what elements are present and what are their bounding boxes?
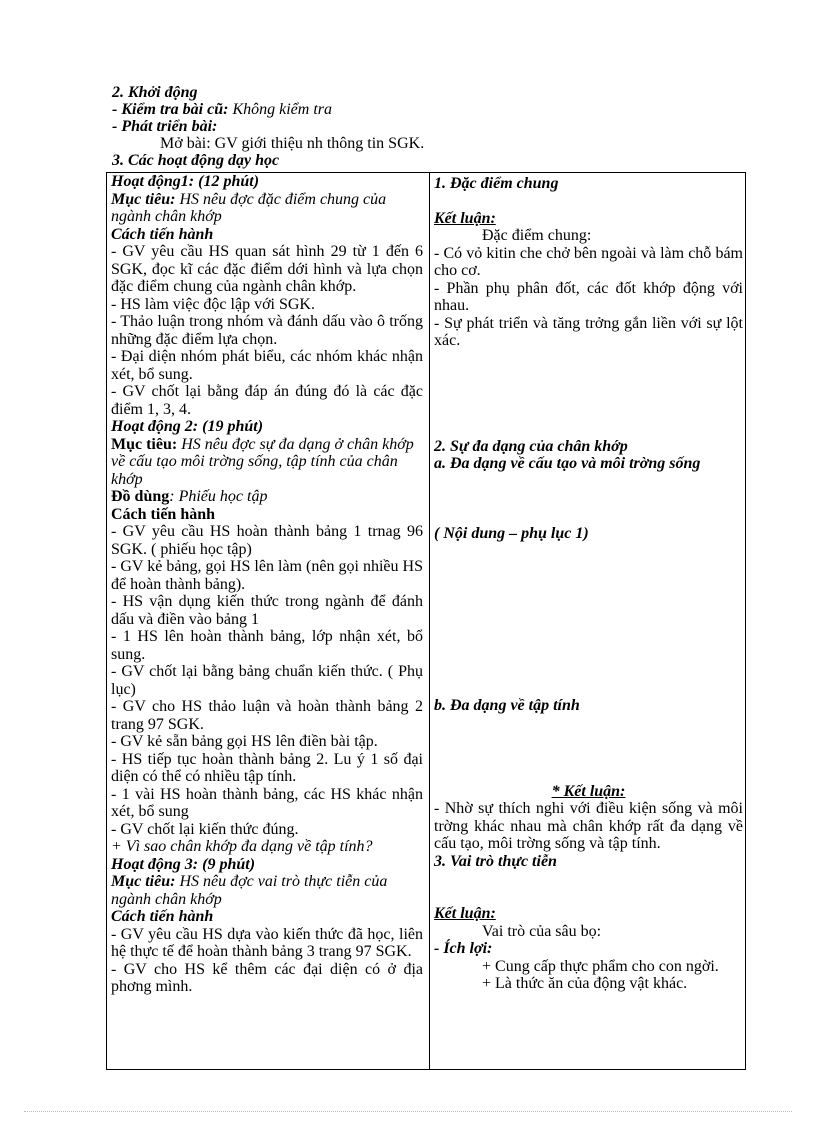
ket-luan-1: Kết luận: (434, 209, 496, 227)
page-bottom-dotted-rule (24, 1111, 792, 1112)
kiem-tra-value: Không kiểm tra (232, 101, 332, 118)
hd3-muc-tieu-label: Mục tiêu: (111, 873, 176, 890)
ich-loi-label: - Ích lợi: (434, 940, 493, 957)
cac-hoat-dong-heading: 3. Các hoạt động dạy học (112, 152, 280, 169)
section1-point: - Sự phát triển và tăng trởng gắn liền với sự lột xác. (434, 314, 743, 349)
hd2-step: - GV chốt lại bằng bảng chuẩn kiến thức. ( Phụ lục) (111, 663, 423, 698)
hd3-step: - GV yêu cầu HS dựa vào kiến thức đã học, liên hệ thực tế để hoàn thành bảng 3 trang 97 SGK. (111, 925, 423, 960)
column-divider (429, 173, 430, 1069)
section3-point: + Cung cấp thực phẩm cho con ngời. (482, 957, 719, 975)
hd3-step: - GV cho HS kể thêm các đại diện có ở địa phơng mình. (111, 960, 423, 995)
ket-luan-3: Kết luận: (434, 905, 496, 922)
section3-title: 3. Vai trò thực tiễn (434, 852, 557, 870)
vai-tro-label: Vai trò của sâu bọ: (482, 922, 602, 940)
intro-section (112, 84, 752, 169)
hd2-step: - HS vận dụng kiến thức trong ngành để đánh dấu và điền vào bảng 1 (111, 593, 423, 628)
section1-point: - Có vỏ kitin che chở bên ngoài và làm chỗ bám cho cơ. (434, 244, 743, 279)
hd3-title: Hoạt động 3: (9 phút) (111, 855, 256, 873)
section2-title: 2. Sự đa dạng của chân khớp (434, 437, 628, 455)
ket-luan-2: * Kết luận: (551, 782, 626, 800)
hd1-step: - GV chốt lại bằng đáp án đúng đó là các đặc điểm 1, 3, 4. (111, 383, 423, 418)
hd2-step: - HS tiếp tục hoàn thành bảng 2. Lu ý 1 số đại diện có thể có nhiều tập tính. (111, 750, 423, 785)
hd1-muc-tieu-label: Mục tiêu: (111, 190, 176, 208)
section2b-title: b. Đa dạng về tập tính (434, 697, 580, 714)
hd2-muc-tieu-label: Mục tiêu: (111, 435, 178, 453)
hd1-muc-tieu (111, 191, 423, 226)
hd1-muc-tieu-text: HS nêu đợc đặc điểm chung của ngành chân khớp (111, 190, 387, 225)
hd1-step: - Đại diện nhóm phát biểu, các nhóm khác nhận xét, bổ sung. (111, 348, 423, 383)
hd3-muc-tieu (111, 873, 423, 908)
hd2-question: + Vì sao chân khớp đa dạng về tập tính? (111, 838, 373, 855)
hd1-step: - HS làm việc độc lập với SGK. (111, 295, 315, 313)
hd2-step: - 1 HS lên hoàn thành bảng, lớp nhận xét, bổ sung. (111, 628, 423, 663)
hd2-title: Hoạt động 2: (19 phút) (111, 418, 264, 435)
section1-point: - Phần phụ phân đốt, các đốt khớp động với nhau. (434, 279, 743, 314)
hd1-title: Hoạt động1: (12 phút) (111, 173, 260, 190)
mo-bai-line: Mở bài: GV giới thiệu nh thông tin SGK. (160, 135, 425, 152)
activity-table (106, 172, 746, 1070)
section2-conclusion: - Nhờ sự thích nghi với điều kiện sống và môi trờng khác nhau mà chân khớp rất đa dạng về cấu tạo, môi trờng sống và tập tính. (434, 800, 743, 852)
hd2-muc-tieu (111, 436, 423, 489)
hd2-step: - GV kẻ sẵn bảng gọi HS lên điền bài tập. (111, 733, 378, 750)
hd1-step: - Thảo luận trong nhóm và đánh dấu vào ô trống những đặc điểm lựa chọn. (111, 313, 423, 348)
section2a-title: a. Đa dạng về cấu tạo và môi trờng sống (434, 455, 701, 472)
section1-title: 1. Đặc điểm chung (434, 175, 559, 192)
hd2-step: - GV kẻ bảng, gọi HS lên làm (nên gọi nhiều HS để hoàn thành bảng). (111, 558, 423, 593)
phat-trien-heading: - Phát triển bài: (112, 118, 218, 135)
teacher-student-column (111, 173, 423, 996)
hd2-do-dung-text: : Phiếu học tập (169, 488, 268, 505)
content-column (434, 173, 743, 993)
hd2-do-dung-label: Đồ dùng (111, 488, 170, 505)
noi-dung-phu-luc: ( Nội dung – phụ lục 1) (434, 524, 589, 542)
dac-diem-chung-label: Đặc điểm chung: (482, 227, 592, 244)
hd1-step: - GV yêu cầu HS quan sát hình 29 từ 1 đến 6 SGK, đọc kĩ các đặc điểm dới hình và lựa chọn đặc điểm chung của ngành chân khớp. (111, 243, 423, 295)
hd2-cach-tien-hanh: Cách tiến hành (111, 505, 216, 523)
hd2-step: - GV cho HS thảo luận và hoàn thành bảng 2 trang 97 SGK. (111, 698, 423, 733)
hd1-cach-tien-hanh: Cách tiến hành (111, 225, 214, 243)
hd2-do-dung (111, 488, 423, 506)
hd3-muc-tieu-text: HS nêu đợc vai trò thực tiễn của ngành chân khớp (111, 873, 388, 908)
section3-point: + Là thức ăn của động vật khác. (482, 975, 688, 992)
kiem-tra-line (112, 101, 752, 118)
hd2-step: - 1 vài HS hoàn thành bảng, các HS khác nhận xét, bổ sung (111, 785, 423, 820)
hd2-step: - GV chốt lại kiến thức đúng. (111, 820, 299, 838)
hd2-step: - GV yêu cầu HS hoàn thành bảng 1 trnag 96 SGK. ( phiếu học tập) (111, 523, 423, 558)
hd3-cach-tien-hanh: Cách tiến hành (111, 908, 214, 925)
hd2-muc-tieu-text: HS nêu đợc sự đa dạng ở chân khớp về cấu tạo môi trờng sống, tập tính của chân khớp (111, 435, 414, 488)
kiem-tra-label: - Kiểm tra bài cũ: (112, 101, 229, 118)
khoi-dong-heading: 2. Khởi động (112, 84, 198, 101)
